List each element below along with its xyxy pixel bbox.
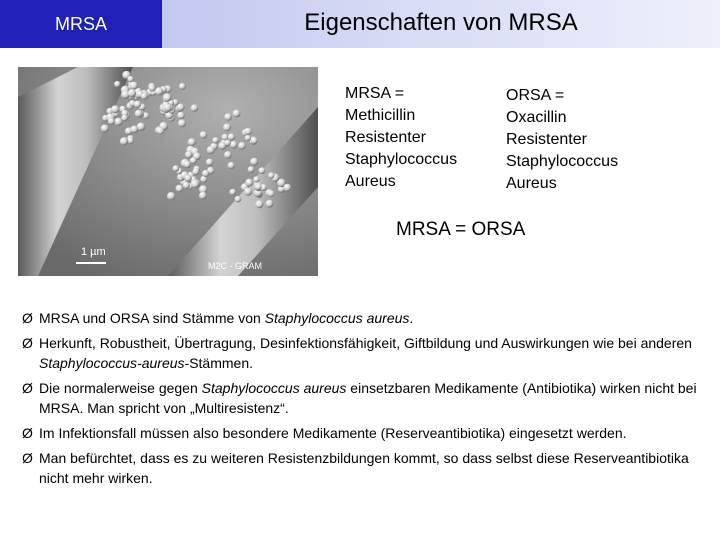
bullet-item: [22, 448, 712, 488]
coccus: [128, 89, 136, 97]
coccus: [224, 113, 232, 121]
coccus: [192, 168, 199, 175]
coccus: [149, 85, 156, 92]
orsa-definition: ORSA = Oxacillin Resistenter Staphylococcus Aureus: [506, 87, 619, 192]
coccus: [108, 118, 115, 125]
coccus: [183, 182, 190, 189]
bullet-text: -Stämmen.: [184, 355, 253, 371]
bullet-item: [22, 333, 712, 373]
coccus: [185, 151, 192, 158]
coccus: [202, 170, 209, 177]
coccus: [268, 172, 274, 178]
coccus: [191, 180, 200, 189]
coccus: [233, 110, 241, 118]
coccus: [114, 118, 122, 126]
coccus: [141, 93, 148, 100]
coccus: [245, 179, 253, 187]
section-badge: [0, 0, 162, 48]
arrowhead-bullet-icon: Ø: [22, 335, 33, 351]
coccus: [207, 146, 215, 154]
coccus: [167, 192, 175, 200]
arrowhead-bullet-icon: Ø: [22, 425, 33, 441]
coccus: [250, 158, 258, 166]
bullet-text: .: [409, 310, 414, 326]
bullet-text: Man befürchtet, dass es zu weiteren Resistenzbildungen kommt, so dass selbst diese Reserveantibiotika nicht mehr wirken.: [39, 450, 689, 486]
coccus: [184, 161, 192, 169]
coccus: [268, 190, 275, 197]
coccus: [224, 140, 231, 147]
micrograph-graphic: [18, 67, 318, 276]
coccus: [114, 81, 120, 87]
arrowhead-bullet-icon: Ø: [22, 310, 33, 326]
coccus: [255, 200, 263, 208]
coccus: [238, 142, 246, 150]
coccus: [224, 151, 232, 159]
coccus: [164, 104, 172, 112]
bullet-item: [22, 378, 712, 418]
mrsa-micrograph: [18, 67, 318, 276]
coccus: [245, 135, 251, 141]
coccus: [155, 87, 163, 95]
arrowhead-bullet-icon: Ø: [22, 450, 33, 466]
coccus: [130, 82, 138, 90]
title-bar: [162, 0, 720, 48]
bullet-item: [22, 308, 712, 328]
bullet-text: Im Infektionsfall müssen also besondere Medikamente (Reserveantibiotika) eingesetzt werden.: [39, 425, 627, 441]
scale-label: 1 µm: [81, 246, 106, 258]
mrsa-definition: MRSA = Methicillin Resistenter Staphylococcus Aureus: [345, 85, 458, 190]
bullet-italic-text: Staphylococcus-aureus: [39, 355, 185, 371]
coccus: [121, 115, 128, 122]
coccus: [178, 119, 186, 127]
coccus: [230, 141, 238, 149]
bullet-text: Herkunft, Robustheit, Übertragung, Desinfektionsfähigkeit, Giftbildung und Auswirkungen wie bei anderen: [39, 335, 692, 351]
section-badge-label: MRSA: [54, 13, 107, 34]
arrowhead-bullet-icon: Ø: [22, 380, 33, 396]
bullet-text: Die normalerweise gegen: [39, 380, 202, 396]
coccus: [235, 196, 242, 203]
coccus: [200, 131, 207, 138]
coccus: [228, 133, 235, 140]
bullet-italic-text: Staphylococcus aureus: [201, 380, 347, 396]
bullet-text: einsetzbaren Medikamente (Antibiotika) wirken nicht bei MRSA. Man spricht von „Multiresistenz“.: [39, 380, 697, 416]
coccus: [248, 166, 255, 173]
coccus: [173, 165, 180, 172]
slide-title: Eigenschaften von MRSA: [304, 9, 578, 36]
coccus: [283, 184, 291, 192]
coccus: [135, 110, 143, 118]
coccus: [206, 159, 213, 166]
coccus: [185, 175, 192, 182]
coccus: [177, 104, 185, 112]
coccus: [188, 138, 196, 146]
coccus: [163, 93, 172, 102]
coccus: [266, 200, 274, 208]
coccus: [101, 124, 109, 132]
coccus: [177, 112, 184, 119]
coccus: [176, 185, 184, 193]
coccus: [157, 128, 164, 135]
mrsa-orsa-equation: MRSA = ORSA: [396, 219, 526, 240]
coccus: [244, 128, 251, 135]
coccus: [111, 105, 119, 113]
coccus: [179, 83, 186, 90]
coccus: [244, 188, 252, 196]
coccus: [212, 137, 218, 143]
coccus: [199, 192, 207, 200]
coccus: [253, 176, 259, 182]
coccus: [130, 126, 138, 134]
bullet-list: [22, 308, 712, 493]
coccus: [134, 101, 141, 108]
coccus: [223, 124, 231, 132]
bullet-text: MRSA und ORSA sind Stämme von: [39, 310, 265, 326]
coccus: [191, 104, 198, 111]
coccus: [228, 162, 235, 169]
coccus: [255, 184, 261, 190]
coccus: [127, 76, 133, 82]
coccus: [259, 167, 266, 174]
image-credit: M2C - GRAM: [208, 261, 262, 271]
coccus: [120, 137, 128, 145]
coccus: [251, 137, 258, 144]
bullet-italic-text: Staphylococcus aureus: [264, 310, 410, 326]
coccus: [230, 189, 237, 196]
bullet-item: [22, 423, 712, 443]
